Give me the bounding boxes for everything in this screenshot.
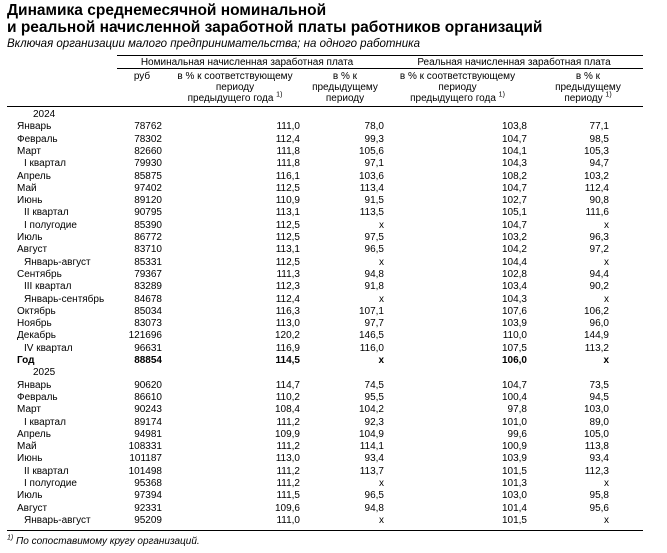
table-row: [0, 441, 667, 453]
cell-nominal-pct-year: 116,3: [275, 305, 300, 317]
cell-nominal-pct-year: 110,2: [275, 391, 300, 403]
cell-nominal-pct-year: 114,5: [275, 355, 300, 366]
row-label: Май: [17, 182, 37, 194]
cell-rub: 82660: [134, 145, 162, 157]
table-row: [0, 121, 667, 133]
cell-rub: 85390: [134, 219, 162, 231]
subtitle: Включая организации малого предпринимательства; на одного работника: [7, 38, 420, 50]
cell-rub: 90243: [134, 404, 162, 416]
cell-real-pct-prev: 89,0: [589, 416, 609, 428]
cell-real-pct-prev: x: [604, 256, 609, 268]
cell-real-pct-prev: 90,8: [589, 195, 609, 207]
cell-real-pct-prev: 105,0: [583, 428, 609, 440]
cell-rub: 96631: [134, 342, 162, 354]
cell-nominal-pct-prev: 105,6: [358, 145, 384, 157]
table-row: [0, 232, 667, 244]
table-bottom-rule: [7, 530, 643, 531]
cell-nominal-pct-year: 111,2: [276, 478, 300, 489]
real-pct-prev-header: в % к предыдущему периоду $^{1)}$: [555, 71, 621, 104]
cell-real-pct-prev: 105,3: [583, 145, 609, 157]
cell-nominal-pct-prev: x: [379, 219, 384, 231]
table-row: [0, 294, 667, 306]
footnote: $^{1)}$ По сопоставимому кругу организаций.: [7, 534, 200, 547]
cell-nominal-pct-prev: 78,0: [364, 121, 384, 133]
cell-real-pct-prev: 94,5: [589, 391, 609, 403]
header-top-rule: [117, 55, 643, 56]
cell-rub: 86772: [134, 232, 162, 243]
cell-rub: 90620: [134, 379, 162, 391]
table-row: [0, 404, 667, 416]
cell-real-pct-prev: 96,3: [589, 232, 609, 243]
row-label: I полугодие: [24, 219, 77, 231]
cell-nominal-pct-prev: x: [379, 293, 384, 305]
cell-nominal-pct-prev: x: [379, 478, 384, 489]
row-label: Август: [17, 244, 48, 256]
cell-nominal-pct-year: 112,5: [275, 232, 300, 243]
cell-real-pct-year: 103,8: [501, 121, 527, 133]
row-label: Январь: [17, 379, 52, 391]
row-label: Год: [17, 355, 35, 366]
table-row: [0, 343, 667, 355]
cell-real-pct-prev: 111,6: [585, 207, 609, 219]
table-row: [0, 515, 667, 527]
row-label: Июль: [17, 490, 43, 502]
table-row: [0, 478, 667, 490]
real-pct-same-header: в % к соответствующему периоду предыдущего года $^{1)}$: [399, 71, 516, 104]
cell-real-pct-year: 103,9: [501, 318, 527, 330]
cell-real-pct-year: 103,2: [501, 232, 527, 243]
cell-rub: 79367: [134, 268, 162, 280]
cell-nominal-pct-prev: 104,9: [358, 428, 384, 440]
cell-real-pct-year: 99,6: [507, 428, 527, 440]
cell-rub: 85331: [134, 256, 162, 268]
cell-nominal-pct-year: 111,8: [276, 145, 300, 157]
cell-nominal-pct-year: 116,9: [275, 342, 300, 354]
cell-nominal-pct-year: 112,3: [275, 281, 300, 293]
nominal-pct-prev-header: в % к предыдущему периоду: [312, 71, 378, 104]
row-label: I квартал: [24, 158, 66, 170]
cell-nominal-pct-prev: 103,6: [358, 170, 384, 182]
cell-rub: 108331: [128, 441, 162, 453]
table-row: [0, 134, 667, 146]
row-label: Январь-сентябрь: [24, 293, 105, 305]
row-label: Апрель: [17, 170, 51, 182]
cell-real-pct-prev: 94,4: [589, 268, 609, 280]
cell-real-pct-year: 105,1: [501, 207, 527, 219]
cell-nominal-pct-year: 111,5: [276, 490, 300, 502]
cell-real-pct-year: 103,0: [501, 490, 527, 502]
cell-nominal-pct-prev: 93,4: [364, 453, 384, 465]
cell-real-pct-prev: 90,2: [589, 281, 609, 293]
cell-nominal-pct-prev: x: [379, 256, 384, 268]
page-title: [7, 2, 542, 36]
rub-header: руб: [133, 71, 151, 82]
cell-real-pct-prev: x: [604, 293, 609, 305]
cell-real-pct-prev: 97,2: [589, 244, 609, 256]
cell-real-pct-prev: 113,2: [584, 342, 609, 354]
cell-nominal-pct-prev: 95,5: [364, 391, 384, 403]
cell-real-pct-year: 103,4: [501, 281, 527, 293]
cell-nominal-pct-year: 116,1: [275, 170, 300, 182]
cell-rub: 90795: [134, 207, 162, 219]
cell-real-pct-prev: 112,4: [584, 182, 609, 194]
cell-real-pct-year: 104,7: [501, 182, 527, 194]
row-label: Март: [17, 404, 41, 416]
cell-rub: 121696: [128, 330, 162, 342]
cell-real-pct-year: 104,3: [501, 293, 527, 305]
cell-rub: 89120: [134, 195, 162, 207]
cell-real-pct-year: 97,8: [507, 404, 527, 416]
cell-nominal-pct-prev: 114,1: [359, 441, 384, 453]
row-label: II квартал: [24, 465, 69, 477]
cell-nominal-pct-prev: 97,5: [364, 232, 384, 243]
table-row: [0, 490, 667, 502]
cell-nominal-pct-year: 111,0: [276, 121, 300, 133]
table-row: [0, 146, 667, 158]
cell-nominal-pct-year: 111,3: [276, 268, 300, 280]
cell-real-pct-year: 103,9: [501, 453, 527, 465]
table-row: [0, 380, 667, 392]
cell-nominal-pct-year: 113,1: [275, 244, 300, 256]
cell-nominal-pct-year: 111,8: [276, 158, 300, 170]
cell-nominal-pct-year: 111,2: [276, 465, 300, 477]
cell-nominal-pct-prev: 94,8: [364, 268, 384, 280]
cell-rub: 83289: [134, 281, 162, 293]
cell-rub: 85875: [134, 170, 162, 182]
cell-real-pct-prev: 93,4: [589, 453, 609, 465]
cell-rub: 84678: [134, 293, 162, 305]
cell-real-pct-prev: 144,9: [583, 330, 609, 342]
cell-real-pct-prev: x: [604, 478, 609, 489]
cell-rub: 83073: [134, 318, 162, 330]
row-label: Январь: [17, 121, 52, 133]
cell-rub: 88854: [134, 355, 162, 366]
cell-real-pct-prev: 95,6: [589, 502, 609, 514]
cell-nominal-pct-year: 120,2: [274, 330, 300, 342]
cell-real-pct-year: 106,0: [501, 355, 527, 366]
cell-real-pct-prev: 98,5: [589, 133, 609, 145]
cell-real-pct-year: 108,2: [501, 170, 527, 182]
table-row: [0, 195, 667, 207]
row-label: Ноябрь: [17, 318, 52, 330]
row-label: 2024: [33, 109, 56, 120]
cell-nominal-pct-prev: x: [379, 514, 384, 526]
cell-real-pct-prev: 106,2: [583, 305, 609, 317]
cell-nominal-pct-year: 114,7: [275, 379, 300, 391]
cell-nominal-pct-prev: 96,5: [364, 244, 384, 256]
cell-rub: 78302: [134, 133, 162, 145]
cell-nominal-pct-prev: x: [378, 355, 384, 366]
cell-rub: 85034: [134, 305, 162, 317]
table-row: [0, 355, 667, 367]
table-row: [0, 429, 667, 441]
cell-rub: 95368: [134, 478, 162, 489]
cell-real-pct-prev: 112,3: [584, 465, 609, 477]
cell-nominal-pct-year: 112,4: [275, 133, 300, 145]
cell-real-pct-year: 100,4: [501, 391, 527, 403]
row-label: Июнь: [17, 195, 43, 207]
cell-nominal-pct-year: 112,5: [275, 256, 300, 268]
table-row: [0, 417, 667, 429]
cell-rub: 89174: [134, 416, 162, 428]
header-bottom-rule: [7, 106, 643, 107]
row-label: I квартал: [24, 416, 66, 428]
cell-rub: 79930: [134, 158, 162, 170]
cell-rub: 97402: [134, 182, 162, 194]
row-label: II квартал: [24, 207, 69, 219]
cell-real-pct-prev: 95,8: [589, 490, 609, 502]
cell-rub: 92331: [134, 502, 162, 514]
table-row: [0, 453, 667, 465]
table-row: [0, 244, 667, 256]
cell-rub: 101498: [128, 465, 162, 477]
row-label: Январь-август: [24, 256, 91, 268]
cell-nominal-pct-prev: 97,7: [364, 318, 384, 330]
cell-nominal-pct-prev: 104,2: [358, 404, 384, 416]
cell-real-pct-year: 104,3: [501, 158, 527, 170]
table-row: [0, 318, 667, 330]
cell-nominal-pct-prev: 97,1: [364, 158, 384, 170]
cell-rub: 86610: [134, 391, 162, 403]
cell-real-pct-year: 104,7: [501, 219, 527, 231]
cell-nominal-pct-prev: 91,8: [364, 281, 384, 293]
cell-real-pct-year: 104,4: [501, 256, 527, 268]
year-row: [0, 109, 667, 121]
table-row: [0, 183, 667, 195]
cell-nominal-pct-prev: 99,3: [364, 133, 384, 145]
cell-real-pct-prev: x: [604, 514, 609, 526]
row-label: 2025: [33, 367, 56, 379]
row-label: Январь-август: [24, 514, 91, 526]
table-row: [0, 466, 667, 478]
cell-rub: 101187: [129, 453, 162, 465]
cell-real-pct-prev: 103,0: [583, 404, 609, 416]
cell-real-pct-prev: 77,1: [589, 121, 609, 133]
cell-nominal-pct-prev: 113,4: [359, 182, 384, 194]
table-row: [0, 269, 667, 281]
row-label: Август: [17, 502, 48, 514]
cell-real-pct-year: 107,6: [501, 305, 527, 317]
cell-nominal-pct-year: 109,9: [274, 428, 300, 440]
cell-real-pct-prev: 73,5: [589, 379, 609, 391]
table-row: [0, 220, 667, 232]
cell-real-pct-year: 101,5: [501, 514, 527, 526]
cell-nominal-pct-year: 108,4: [274, 404, 300, 416]
table-row: [0, 330, 667, 342]
cell-rub: 78762: [134, 121, 162, 133]
cell-real-pct-prev: 94,7: [589, 158, 609, 170]
row-label: III квартал: [24, 281, 72, 293]
row-label: Февраль: [17, 391, 58, 403]
table-row: [0, 306, 667, 318]
row-label: I полугодие: [24, 478, 77, 489]
header-mid-rule: [117, 68, 643, 69]
cell-nominal-pct-year: 112,5: [275, 219, 300, 231]
cell-rub: 97394: [134, 490, 162, 502]
cell-real-pct-year: 107,5: [501, 342, 527, 354]
cell-real-pct-year: 102,7: [501, 195, 527, 207]
cell-nominal-pct-year: 111,0: [276, 514, 300, 526]
cell-nominal-pct-prev: 146,5: [358, 330, 384, 342]
row-label: Декабрь: [17, 330, 56, 342]
table-row: [0, 281, 667, 293]
cell-nominal-pct-prev: 96,5: [364, 490, 384, 502]
cell-rub: 94981: [134, 428, 162, 440]
nominal-group-header: Номинальная начисленная заработная плата: [140, 57, 354, 68]
nominal-pct-same-header: в % к соответствующему периоду предыдущего года $^{1)}$: [177, 71, 293, 104]
cell-nominal-pct-year: 113,0: [275, 318, 300, 330]
cell-real-pct-year: 104,7: [501, 133, 527, 145]
cell-rub: 95209: [134, 514, 162, 526]
cell-nominal-pct-year: 111,2: [276, 441, 300, 453]
cell-nominal-pct-year: 112,4: [275, 293, 300, 305]
row-label: Июнь: [17, 453, 43, 465]
row-label: Сентябрь: [17, 268, 62, 280]
cell-rub: 83710: [134, 244, 162, 256]
cell-real-pct-year: 101,3: [501, 478, 527, 489]
cell-nominal-pct-year: 109,6: [274, 502, 300, 514]
row-label: Июль: [17, 232, 43, 243]
cell-nominal-pct-prev: 92,3: [364, 416, 384, 428]
cell-real-pct-year: 101,0: [501, 416, 527, 428]
row-label: Февраль: [17, 133, 58, 145]
table-row: [0, 257, 667, 269]
cell-real-pct-prev: 103,2: [583, 170, 609, 182]
cell-real-pct-prev: x: [604, 219, 609, 231]
cell-nominal-pct-year: 110,9: [275, 195, 300, 207]
row-label: Октябрь: [17, 305, 56, 317]
table-row: [0, 158, 667, 170]
cell-real-pct-year: 110,0: [502, 330, 527, 342]
cell-real-pct-year: 102,8: [501, 268, 527, 280]
cell-real-pct-year: 104,7: [501, 379, 527, 391]
row-label: Апрель: [17, 428, 51, 440]
cell-nominal-pct-year: 112,5: [275, 182, 300, 194]
cell-nominal-pct-prev: 91,5: [364, 195, 384, 207]
table-row: [0, 392, 667, 404]
cell-nominal-pct-prev: 113,7: [359, 465, 384, 477]
cell-real-pct-year: 101,4: [501, 502, 527, 514]
cell-nominal-pct-year: 113,1: [275, 207, 300, 219]
row-label: Май: [17, 441, 37, 453]
cell-nominal-pct-prev: 116,0: [359, 342, 384, 354]
cell-real-pct-prev: 113,8: [584, 441, 609, 453]
table-row: [0, 503, 667, 515]
cell-real-pct-year: 104,2: [501, 244, 527, 256]
table-row: [0, 171, 667, 183]
real-group-header: Реальная начисленная заработная плата: [417, 57, 611, 68]
cell-nominal-pct-prev: 113,5: [359, 207, 384, 219]
cell-real-pct-prev: 96,0: [589, 318, 609, 330]
cell-real-pct-year: 100,9: [501, 441, 527, 453]
cell-real-pct-year: 101,5: [501, 465, 527, 477]
cell-nominal-pct-prev: 107,1: [358, 305, 384, 317]
row-label: Март: [17, 145, 41, 157]
cell-real-pct-prev: x: [603, 355, 609, 366]
title-line-1: Динамика среднемесячной номинальной: [7, 2, 327, 19]
title-line-2: и реальной начисленной заработной платы работников организаций: [7, 19, 543, 36]
year-row: [0, 367, 667, 379]
cell-real-pct-year: 104,1: [501, 145, 527, 157]
table-row: [0, 207, 667, 219]
cell-nominal-pct-year: 113,0: [275, 453, 300, 465]
row-label: IV квартал: [24, 342, 73, 354]
cell-nominal-pct-prev: 94,8: [364, 502, 384, 514]
cell-nominal-pct-prev: 74,5: [364, 379, 384, 391]
cell-nominal-pct-year: 111,2: [276, 416, 300, 428]
